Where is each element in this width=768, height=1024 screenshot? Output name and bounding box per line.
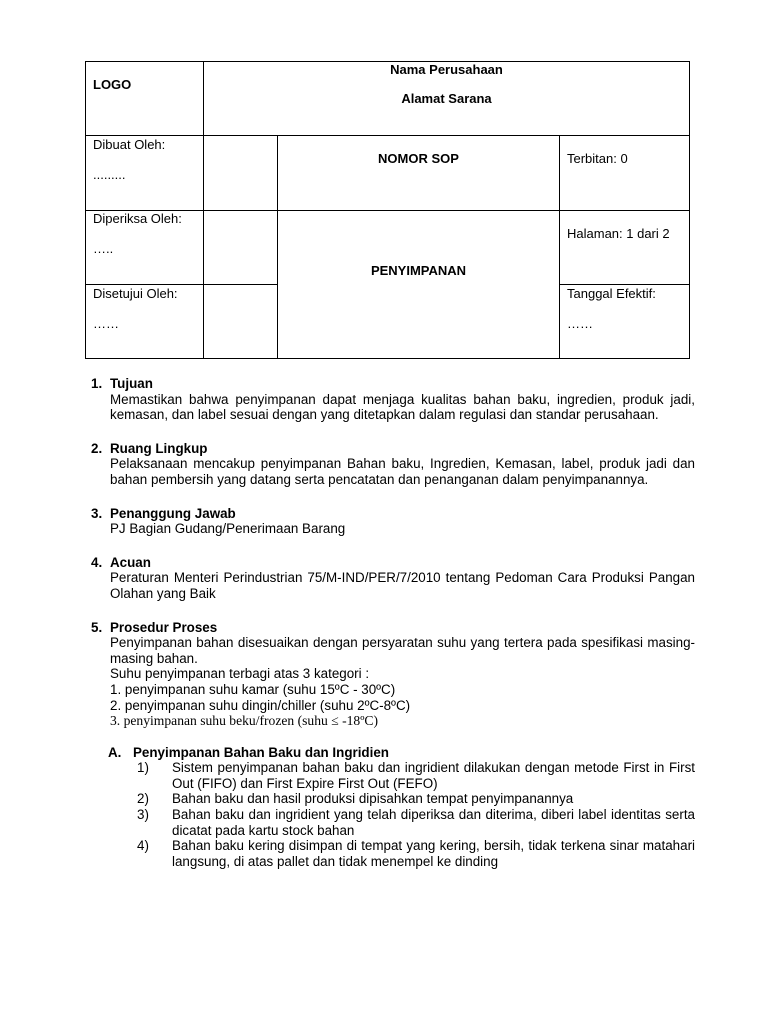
sop-title: PENYIMPANAN xyxy=(370,263,467,278)
list-item-number: 1) xyxy=(137,760,149,776)
section-procedure xyxy=(91,620,695,870)
list-item-text: Bahan baku kering disimpan di tempat yang kering, bersih, tidak terkena sinar matahari langsung, di atas pallet dan tidak menempel ke dinding xyxy=(172,838,695,869)
section-number: 2. xyxy=(91,440,103,456)
list-item-text: Sistem penyimpanan bahan baku dan ingridient dilakukan dengan metode First in First Out (FIFO) dan First Expire First Out (FEFO) xyxy=(172,760,695,791)
temperature-category: 1. penyimpanan suhu kamar (suhu 15ºC - 30ºC) xyxy=(110,681,396,697)
made-by-value: ......... xyxy=(93,167,126,182)
section-text: PJ Bagian Gudang/Penerimaan Barang xyxy=(110,521,346,537)
subsection-letter: A. xyxy=(108,744,122,760)
approved-by-value: …… xyxy=(93,316,119,331)
temperature-category: 3. penyimpanan suhu beku/frozen (suhu ≤ -18ºC) xyxy=(110,713,379,729)
list-item xyxy=(133,838,695,869)
list-item-number: 2) xyxy=(137,791,149,807)
section-title: Tujuan xyxy=(110,376,153,391)
sop-number-label: NOMOR SOP xyxy=(378,151,459,166)
approved-by-label: Disetujui Oleh: xyxy=(93,286,178,301)
procedure-list xyxy=(133,760,695,869)
section-reference xyxy=(91,555,695,602)
section-responsible xyxy=(91,506,695,537)
section-text: Pelaksanaan mencakup penyimpanan Bahan baku, Ingredien, Kemasan, label, produk jadi dan bahan pembersih yang datang serta pencatatan dan penanganan dalam penyimpanannya. xyxy=(110,456,695,487)
divider xyxy=(86,284,277,285)
divider xyxy=(277,210,559,211)
logo-placeholder: LOGO xyxy=(93,77,132,92)
subsection-raw-material-storage xyxy=(108,745,695,870)
subsection-title: Penyimpanan Bahan Baku dan Ingridien xyxy=(133,744,389,760)
divider xyxy=(559,284,689,285)
temperature-category: 2. penyimpanan suhu dingin/chiller (suhu 2ºC-8ºC) xyxy=(110,697,411,713)
company-name: Nama Perusahaan xyxy=(390,62,503,77)
section-purpose xyxy=(91,376,695,423)
checked-by-label: Diperiksa Oleh: xyxy=(93,211,182,226)
divider xyxy=(277,136,278,358)
temperature-intro: Suhu penyimpanan terbagi atas 3 kategori : xyxy=(110,666,370,682)
list-item-text: Bahan baku dan ingridient yang telah diperiksa dan diterima, diberi label identitas serta dicatat pada kartu stock bahan xyxy=(172,807,695,838)
list-item-number: 4) xyxy=(137,838,149,854)
sop-body xyxy=(91,376,695,887)
section-text: Memastikan bahwa penyimpanan dapat menjaga kualitas bahan baku, ingredien, produk jadi, kemasan, dan label sesuai dengan yang ditetapkan dalam regulasi dan standar perusahaan. xyxy=(110,391,695,423)
sop-header-table xyxy=(85,61,690,359)
list-item-number: 3) xyxy=(137,807,149,823)
effective-date-label: Tanggal Efektif: xyxy=(567,286,656,301)
section-title: Acuan xyxy=(110,554,151,570)
section-text: Peraturan Menteri Perindustrian 75/M-IND/PER/7/2010 tentang Pedoman Cara Produksi Pangan Olahan yang Baik xyxy=(110,570,695,601)
checked-by-value: ….. xyxy=(93,241,114,256)
issue-number: Terbitan: 0 xyxy=(567,151,628,166)
section-number: 4. xyxy=(91,554,103,570)
section-title: Ruang Lingkup xyxy=(110,440,208,456)
list-item xyxy=(133,760,695,791)
section-scope xyxy=(91,441,695,488)
section-number: 5. xyxy=(91,619,103,635)
page-number: Halaman: 1 dari 2 xyxy=(567,226,670,241)
section-text: Penyimpanan bahan disesuaikan dengan persyaratan suhu yang tertera pada spesifikasi masing-masing bahan. xyxy=(110,635,695,666)
section-number: 1. xyxy=(91,376,103,391)
facility-address: Alamat Sarana xyxy=(401,91,492,106)
section-title: Prosedur Proses xyxy=(110,619,218,635)
list-item-text: Bahan baku dan hasil produksi dipisahkan tempat penyimpanannya xyxy=(172,791,574,807)
section-number: 3. xyxy=(91,505,103,521)
list-item xyxy=(133,791,695,807)
divider xyxy=(559,136,560,358)
divider xyxy=(86,135,689,136)
effective-date-value: …… xyxy=(567,316,593,331)
section-title: Penanggung Jawab xyxy=(110,505,236,521)
made-by-label: Dibuat Oleh: xyxy=(93,137,166,152)
divider xyxy=(559,210,689,211)
list-item xyxy=(133,807,695,838)
